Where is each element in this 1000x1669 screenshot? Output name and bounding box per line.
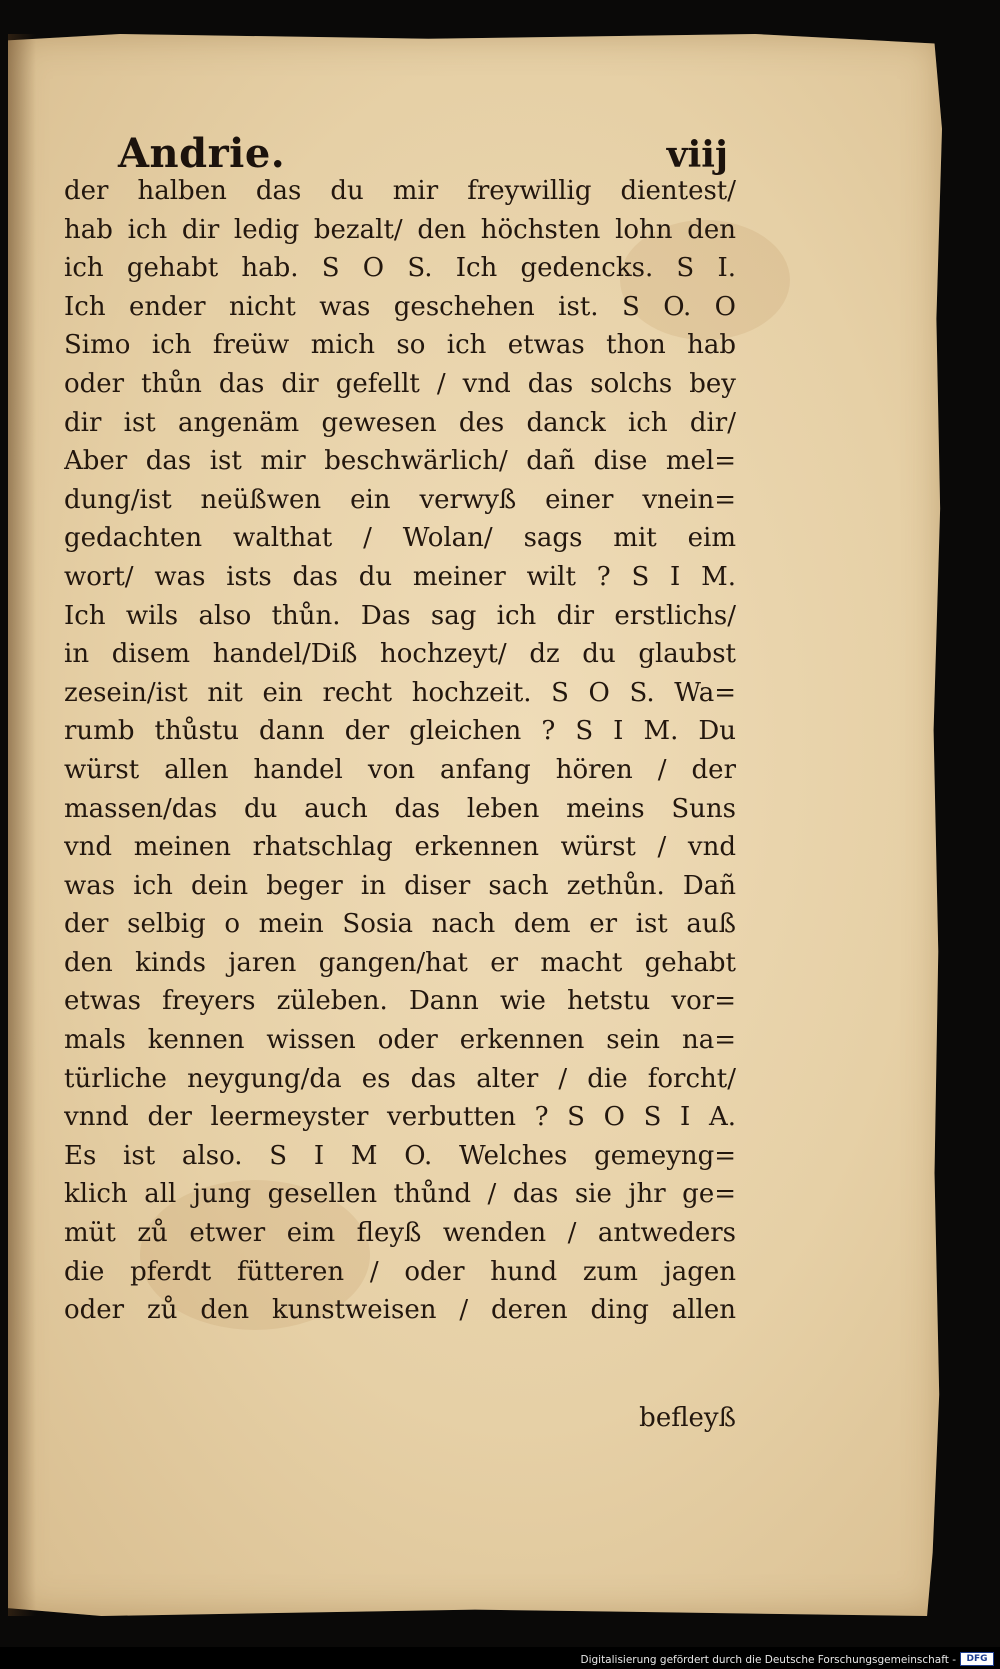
text-line: die pferdt fütteren / oder hund zum jagen: [64, 1256, 736, 1287]
text-line: würst allen handel von anfang hören / der: [64, 754, 736, 785]
footer-bar: [0, 1647, 1000, 1669]
running-title: Andrie.: [118, 130, 286, 177]
text-line: gedachten walthat / Wolan/ sags mit eim: [64, 523, 736, 554]
text-line: der halben das du mir freywillig dientest/: [64, 176, 736, 206]
text-line: hab ich dir ledig bezalt/ den höchsten lohn den: [64, 214, 736, 245]
text-line: Simo ich freüw mich so ich etwas thon hab: [64, 330, 736, 361]
text-line: in disem handel/Diß hochzeyt/ dz du glaubst: [64, 639, 736, 670]
page-spine-shadow: [8, 34, 36, 1616]
text-line: ich gehabt hab. S O S. Ich gedencks. S I.: [64, 253, 736, 284]
folio-number: viij: [666, 134, 728, 176]
text-line: dung/ist neüßwen ein verwyß einer vnein=: [64, 484, 736, 515]
text-line: was ich dein beger in diser sach zethůn. Dañ: [64, 870, 736, 901]
text-line: Aber das ist mir beschwärlich/ dañ dise mel=: [64, 446, 736, 477]
text-line: rumb thůstu dann der gleichen ? S I M. Du: [64, 716, 736, 747]
text-line: Es ist also. S I M O. Welches gemeyng=: [64, 1140, 736, 1171]
text-line: dir ist angenäm gewesen des danck ich dir/: [64, 407, 736, 438]
text-line: mals kennen wissen oder erkennen sein na=: [64, 1025, 736, 1056]
text-line: wort/ was ists das du meiner wilt ? S I M.: [64, 561, 736, 592]
text-line: oder thůn das dir gefellt / vnd das solchs bey: [64, 368, 736, 399]
body-text: [64, 172, 736, 1330]
text-line: zesein/ist nit ein recht hochzeit. S O S. Wa=: [64, 677, 736, 708]
text-line: oder zů den kunstweisen / deren ding allen: [64, 1295, 736, 1326]
digitization-credit: Digitalisierung gefördert durch die Deutsche Forschungsgemeinschaft -: [580, 1654, 956, 1666]
text-line: Ich ender nicht was geschehen ist. S O. O: [64, 291, 736, 322]
text-line: türliche neygung/da es das alter / die forcht/: [64, 1063, 736, 1094]
text-line: der selbig o mein Sosia nach dem er ist auß: [64, 909, 736, 940]
text-line: etwas freyers züleben. Dann wie hetstu vor=: [64, 986, 736, 1017]
text-line: den kinds jaren gangen/hat er macht gehabt: [64, 947, 736, 978]
catchword: befleyß: [639, 1403, 736, 1433]
dfg-logo: DFG: [960, 1652, 994, 1666]
text-line: vnnd der leermeyster verbutten ? S O S I A.: [64, 1102, 736, 1133]
text-line: müt zů etwer eim fleyß wenden / antweders: [64, 1218, 736, 1249]
text-line: massen/das du auch das leben meins Suns: [64, 793, 736, 824]
text-line: klich all jung gesellen thůnd / das sie jhr ge=: [64, 1179, 736, 1210]
text-line: vnd meinen rhatschlag erkennen würst / vnd: [64, 832, 736, 863]
text-line: Ich wils also thůn. Das sag ich dir erstlichs/: [64, 600, 736, 631]
